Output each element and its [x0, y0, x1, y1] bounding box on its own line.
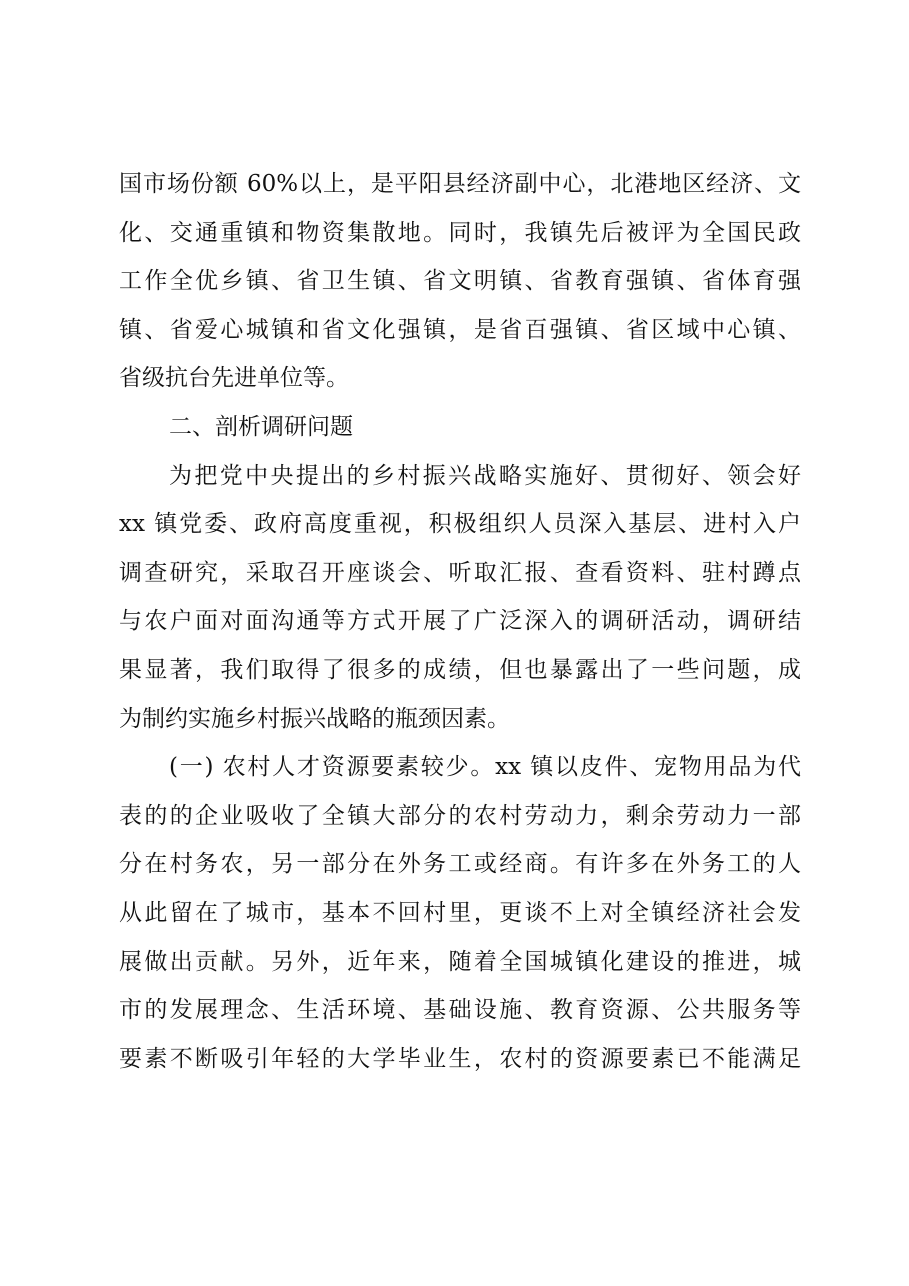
text-line: 化、交通重镇和物资集散地。同时，我镇先后被评为全国民政: [119, 219, 801, 246]
paragraph-continued: [119, 160, 801, 403]
text-line: 分在村务农，另一部分在外务工或经商。有许多在外务工的人: [119, 851, 801, 878]
text-line: (一) 农村人才资源要素较少。xx 镇以皮件、宠物用品为代: [169, 754, 801, 781]
paragraph-intro: [119, 452, 801, 744]
text-line: 镇、省爱心城镇和省文化强镇，是省百强镇、省区域中心镇、: [119, 316, 801, 343]
section-heading: 二、剖析调研问题: [169, 413, 353, 440]
document-body: [119, 160, 801, 1083]
text-line: 要素不断吸引年轻的大学毕业生，农村的资源要素已不能满足: [119, 1045, 801, 1072]
text-line: 调查研究，采取召开座谈会、听取汇报、查看资料、驻村蹲点: [119, 559, 801, 586]
text-line: 市的发展理念、生活环境、基础设施、教育资源、公共服务等: [119, 997, 801, 1024]
text-line: 省级抗台先进单位等。: [119, 365, 349, 392]
text-line: 为把党中央提出的乡村振兴战略实施好、贯彻好、领会好: [169, 462, 801, 489]
paragraph-talent: [119, 743, 801, 1083]
text-line: 工作全优乡镇、省卫生镇、省文明镇、省教育强镇、省体育强: [119, 268, 801, 295]
text-line: 展做出贡献。另外，近年来，随着全国城镇化建设的推进，城: [119, 948, 801, 975]
text-line: 与农户面对面沟通等方式开展了广泛深入的调研活动，调研结: [119, 608, 801, 635]
text-line: 果显著，我们取得了很多的成绩，但也暴露出了一些问题，成: [119, 656, 801, 683]
text-line: 国市场份额 60%以上，是平阳县经济副中心，北港地区经济、文: [119, 171, 801, 197]
text-line: 表的的企业吸收了全镇大部分的农村劳动力，剩余劳动力一部: [119, 802, 801, 829]
text-line: xx 镇党委、政府高度重视，积极组织人员深入基层、进村入户: [119, 511, 801, 538]
text-line: 从此留在了城市，基本不回村里，更谈不上对全镇经济社会发: [119, 899, 801, 926]
text-line: 为制约实施乡村振兴战略的瓶颈因素。: [119, 705, 510, 732]
